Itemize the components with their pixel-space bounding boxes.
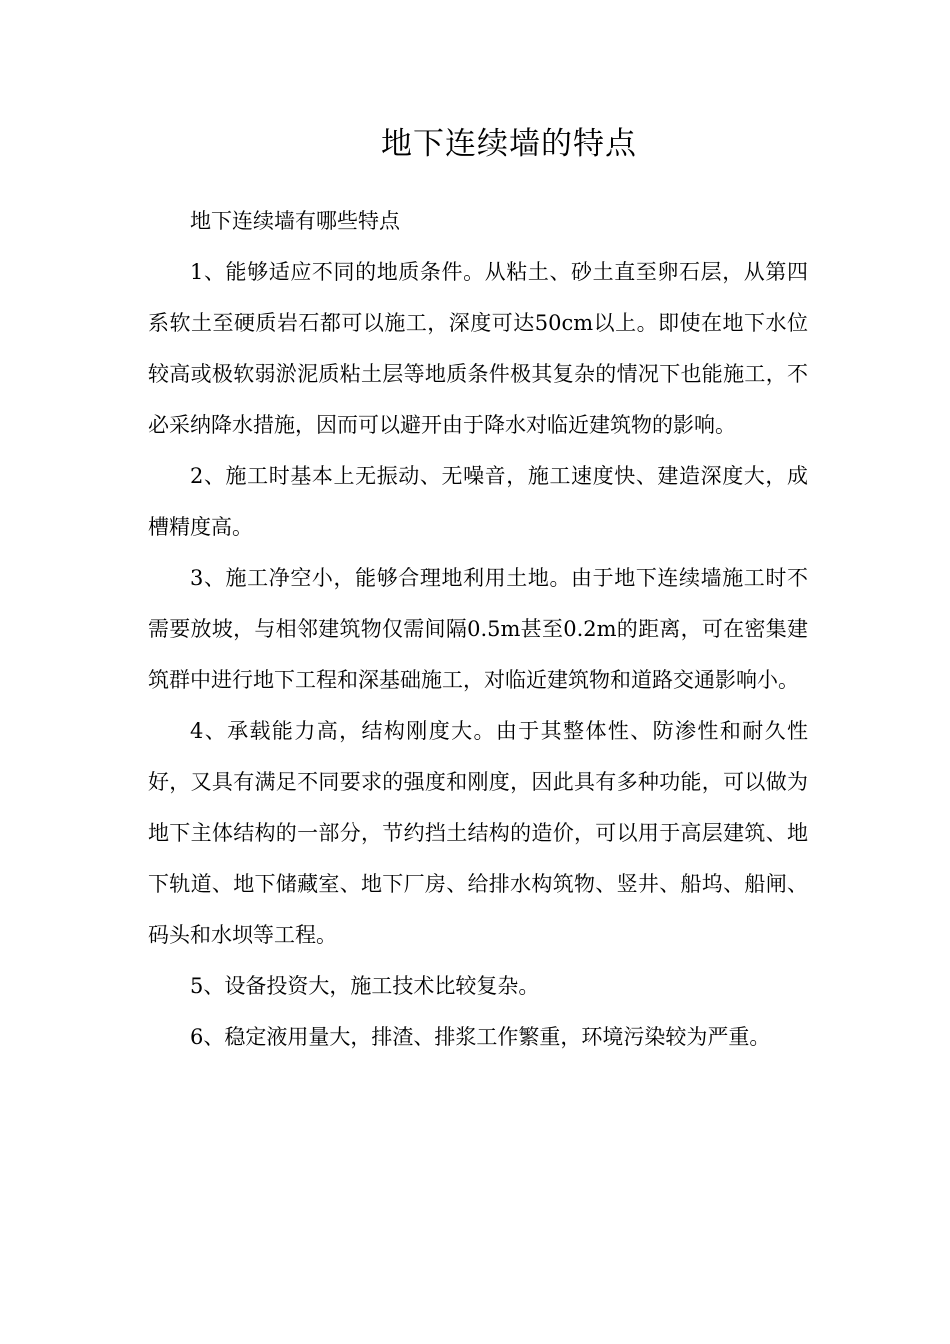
document-title: 地下连续墙的特点 — [381, 126, 637, 162]
document-body — [148, 196, 808, 1063]
paragraph-4: 4、承载能力高，结构刚度大。由于其整体性、防渗性和耐久性好，又具有满足不同要求的强度和刚度，因此具有多种功能，可以做为地下主体结构的一部分，节约挡土结构的造价，可以用于高层建筑、地下轨道、地下储藏室、地下厂房、给排水构筑物、竖井、船坞、船闸、码头和水坝等工程。 — [148, 719, 808, 947]
paragraph-6: 6、稳定液用量大，排渣、排浆工作繁重，环境污染较为严重。 — [190, 1025, 771, 1049]
paragraph-2: 2、施工时基本上无振动、无噪音，施工速度快、建造深度大，成槽精度高。 — [148, 464, 808, 539]
paragraph-1: 1、能够适应不同的地质条件。从粘土、砂土直至卵石层，从第四系软土至硬质岩石都可以施工，深度可达50cm以上。即使在地下水位较高或极软弱淤泥质粘土层等地质条件极其复杂的情况下也能施工，不必采纳降水措施，因而可以避开由于降水对临近建筑物的影响。 — [148, 260, 808, 437]
document-subtitle: 地下连续墙有哪些特点 — [190, 209, 400, 233]
paragraph-5: 5、设备投资大，施工技术比较复杂。 — [190, 974, 540, 998]
paragraph-3: 3、施工净空小，能够合理地利用土地。由于地下连续墙施工时不需要放坡，与相邻建筑物仅需间隔0.5m甚至0.2m的距离，可在密集建筑群中进行地下工程和深基础施工，对临近建筑物和道路交通影响小。 — [148, 566, 808, 692]
